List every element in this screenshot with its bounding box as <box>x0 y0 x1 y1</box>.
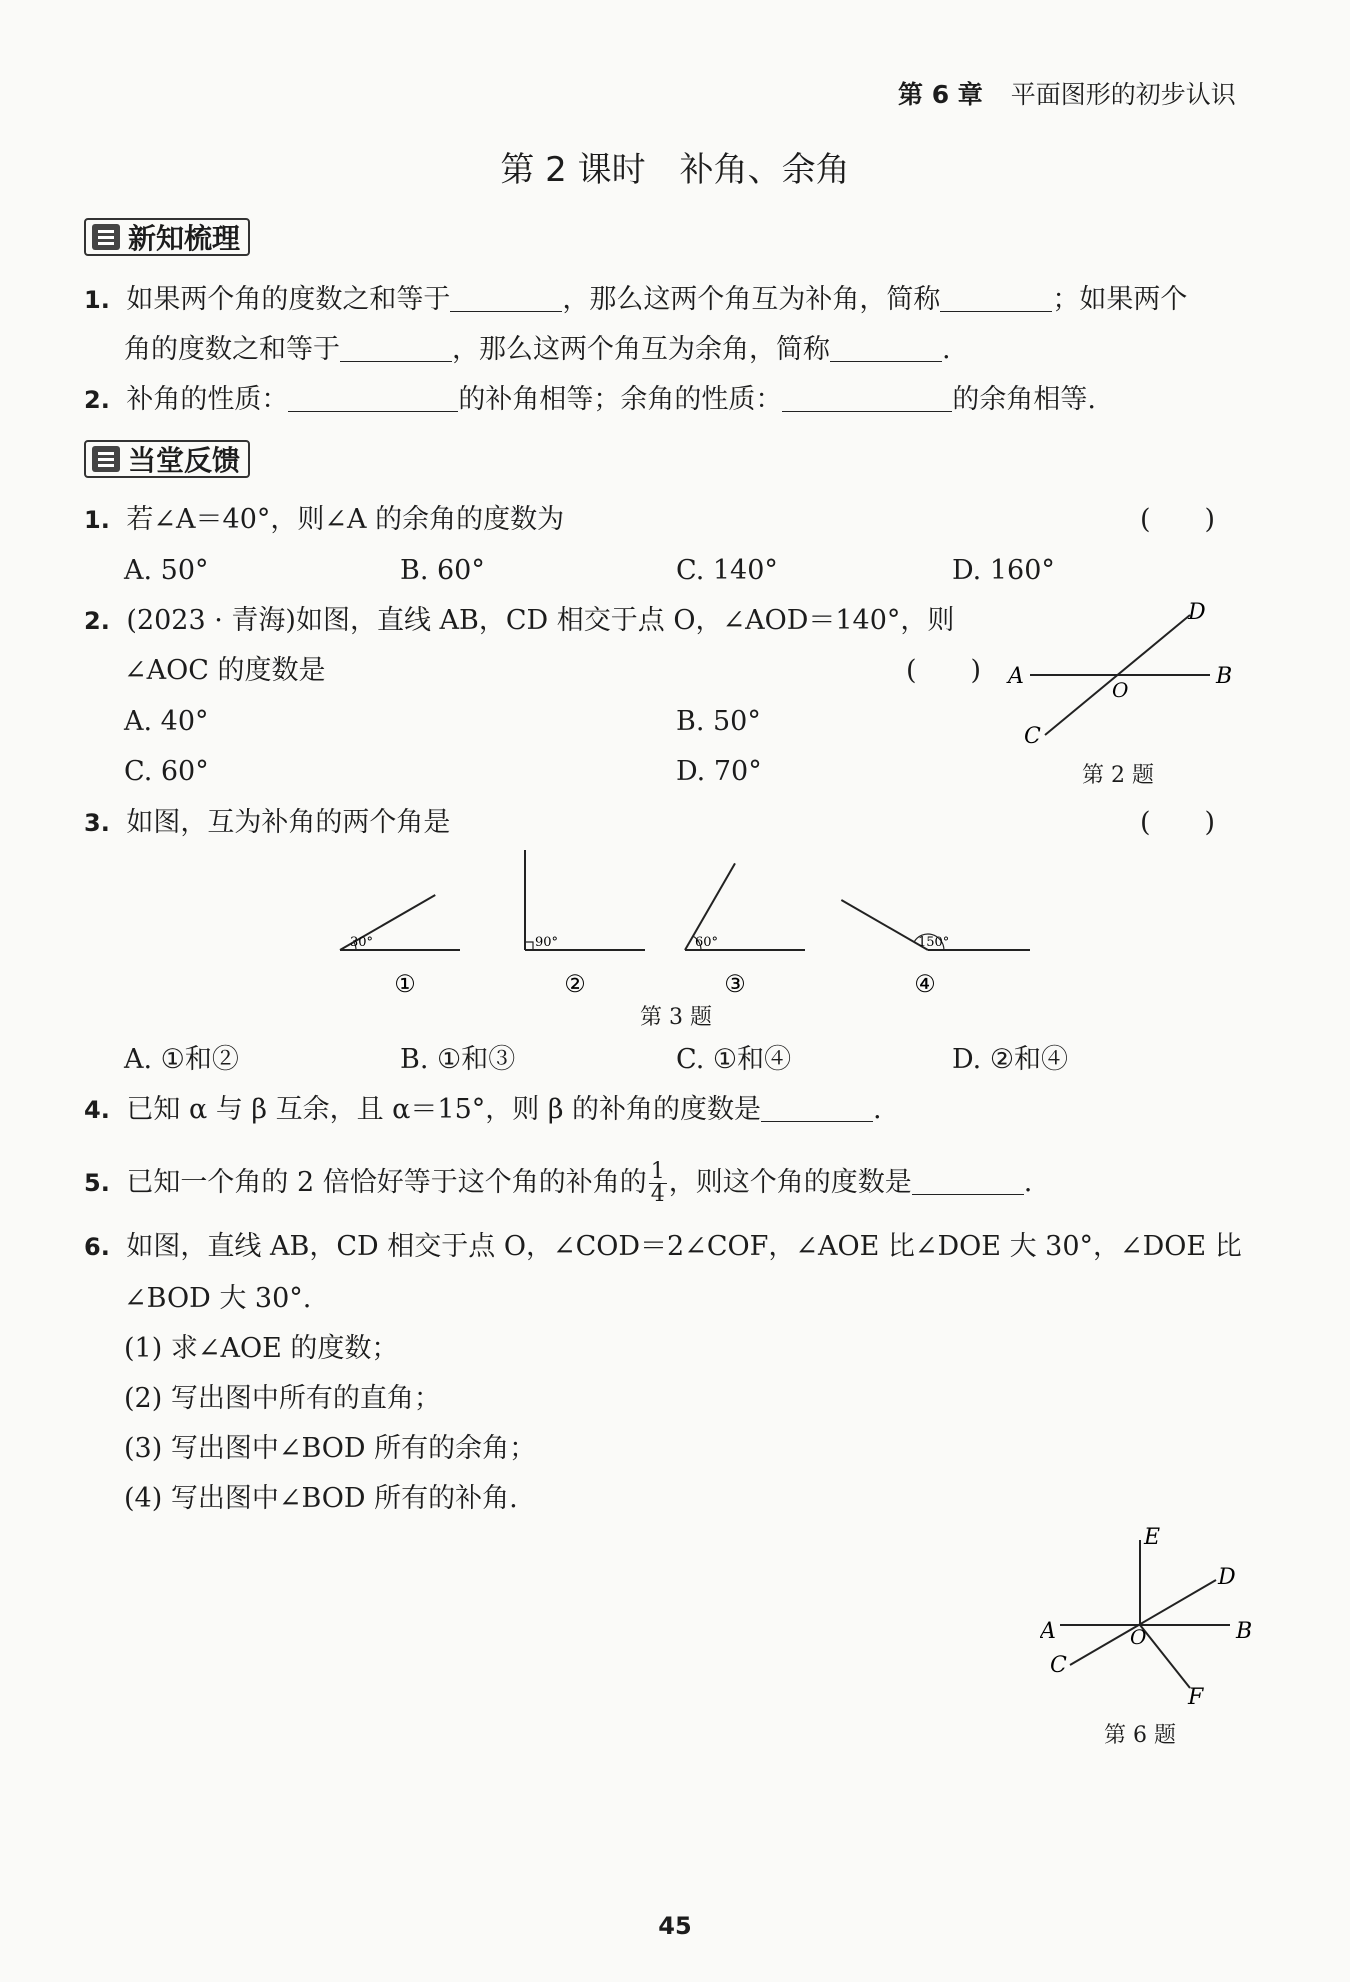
option-a[interactable]: A. 40° <box>124 706 209 737</box>
answer-blank[interactable] <box>340 333 452 362</box>
option-b[interactable]: B. ①和③ <box>400 1044 516 1075</box>
angle-degree-label: 30° <box>350 935 374 950</box>
question-text: 如图，直线 AB，CD 相交于点 O，∠COD＝2∠COF，∠AOE 比∠DOE 大 30°，∠DOE 比 <box>126 1231 1242 1262</box>
q6-part-1: (1) 求∠AOE 的度数； <box>124 1333 399 1364</box>
text: ，则这个角的度数是 <box>668 1167 912 1198</box>
text: 的余角相等. <box>952 384 1097 415</box>
option-c[interactable]: C. 60° <box>124 756 209 787</box>
text: . <box>942 334 951 365</box>
question-text: 如图，互为补角的两个角是 <box>126 807 451 838</box>
angle-arm-ray <box>841 900 928 950</box>
option-c[interactable]: C. 140° <box>676 555 778 586</box>
fraction <box>649 1161 667 1206</box>
question-number: 2. <box>84 607 110 635</box>
text: 的补角相等；余角的性质： <box>458 384 783 415</box>
q6-figure <box>1040 1520 1280 1710</box>
label-c: C <box>1050 1653 1067 1678</box>
q3-caption: 第 3 题 <box>640 1005 712 1030</box>
angle-degree-label: 150° <box>917 935 950 950</box>
q2-figure <box>1000 595 1260 755</box>
text: ；如果两个 <box>1052 284 1188 315</box>
label-a: A <box>1040 1619 1056 1644</box>
question-text: 已知一个角的 2 倍恰好等于这个角的补角的 <box>126 1167 647 1198</box>
label-o: O <box>1130 1625 1147 1649</box>
feedback-q6-stem2: ∠BOD 大 30°. <box>124 1283 312 1314</box>
right-angle-mark <box>525 942 533 950</box>
feedback-q2-stem1 <box>84 602 954 640</box>
question-number: 1. <box>84 286 110 314</box>
text: . <box>873 1094 882 1125</box>
q6-caption: 第 6 题 <box>1104 1723 1176 1748</box>
fraction-denominator: 4 <box>650 1182 665 1207</box>
feedback-q2-stem2: ∠AOC 的度数是 <box>124 655 326 686</box>
answer-paren[interactable]: ( ) <box>1140 504 1216 535</box>
label-d: D <box>1218 1565 1236 1590</box>
label-f: F <box>1188 1685 1204 1710</box>
section-new-knowledge <box>84 218 250 256</box>
book-icon <box>92 224 120 250</box>
angle-number-label: ③ <box>724 970 746 998</box>
question-number: 2. <box>84 386 110 414</box>
section-label: 新知梳理 <box>128 222 241 255</box>
option-d[interactable]: D. 160° <box>952 555 1055 586</box>
fraction-numerator: 1 <box>650 1159 665 1184</box>
angle-degree-label: 90° <box>535 935 559 950</box>
label-b: B <box>1236 1619 1253 1644</box>
knowledge-q1-line1 <box>84 281 1187 319</box>
angle-number-label: ④ <box>914 970 936 998</box>
angle-degree-label: 60° <box>695 935 719 950</box>
answer-blank[interactable] <box>782 383 952 412</box>
text: 角的度数之和等于 <box>124 334 340 365</box>
question-text: (2023 · 青海)如图，直线 AB，CD 相交于点 O，∠AOD＝140°，则 <box>126 605 955 636</box>
feedback-q5 <box>84 1158 1032 1208</box>
question-number: 6. <box>84 1233 110 1261</box>
q6-part-4: (4) 写出图中∠BOD 所有的补角. <box>124 1483 518 1514</box>
option-d[interactable]: D. ②和④ <box>952 1044 1069 1075</box>
label-e: E <box>1144 1525 1161 1550</box>
chapter-header <box>898 76 1236 114</box>
lesson-title: 第 2 课时 补角、余角 <box>500 150 850 190</box>
option-b[interactable]: B. 60° <box>400 555 485 586</box>
q2-caption: 第 2 题 <box>1082 763 1154 788</box>
text: ，那么这两个角互为余角，简称 <box>452 334 830 365</box>
feedback-q4 <box>84 1091 882 1129</box>
label-d: D <box>1188 600 1206 625</box>
chapter-title: 平面图形的初步认识 <box>1010 80 1236 109</box>
question-number: 3. <box>84 809 110 837</box>
text: ，那么这两个角互为补角，简称 <box>562 284 941 315</box>
q6-part-2: (2) 写出图中所有的直角； <box>124 1383 441 1414</box>
page-number: 45 <box>658 1912 692 1940</box>
label-c: C <box>1024 724 1041 749</box>
question-number: 4. <box>84 1096 110 1124</box>
label-a: A <box>1008 664 1024 689</box>
q6-part-3: (3) 写出图中∠BOD 所有的余角； <box>124 1433 537 1464</box>
answer-blank[interactable] <box>761 1093 873 1122</box>
text: 补角的性质： <box>126 384 289 415</box>
angle-number-label: ① <box>394 970 416 998</box>
option-d[interactable]: D. 70° <box>676 756 762 787</box>
text: 如果两个角的度数之和等于 <box>126 284 451 315</box>
answer-blank[interactable] <box>940 283 1052 312</box>
answer-paren[interactable]: ( ) <box>906 655 982 686</box>
question-number: 1. <box>84 506 110 534</box>
answer-blank[interactable] <box>450 283 562 312</box>
question-number: 5. <box>84 1169 110 1197</box>
option-a[interactable]: A. 50° <box>124 555 209 586</box>
feedback-q3-stem <box>84 804 450 842</box>
section-feedback <box>84 440 250 478</box>
answer-blank[interactable] <box>912 1166 1024 1195</box>
knowledge-q1-line2 <box>124 331 951 369</box>
section-label: 当堂反馈 <box>128 444 241 477</box>
question-text: 已知 α 与 β 互余，且 α＝15°，则 β 的补角的度数是 <box>126 1094 762 1125</box>
feedback-q6-stem1 <box>84 1228 1242 1266</box>
answer-blank[interactable] <box>288 383 458 412</box>
option-c[interactable]: C. ①和④ <box>676 1044 792 1075</box>
label-o: O <box>1112 678 1129 702</box>
option-a[interactable]: A. ①和② <box>124 1044 239 1075</box>
label-b: B <box>1216 664 1233 689</box>
text: . <box>1023 1167 1033 1198</box>
option-b[interactable]: B. 50° <box>676 706 761 737</box>
chapter-number: 第 6 章 <box>898 80 983 109</box>
answer-paren[interactable]: ( ) <box>1140 807 1216 838</box>
question-text: 若∠A＝40°，则∠A 的余角的度数为 <box>126 504 565 535</box>
q3-figure <box>330 850 1030 1000</box>
feedback-q1-stem <box>84 501 564 539</box>
answer-blank[interactable] <box>830 333 942 362</box>
knowledge-q2 <box>84 381 1096 419</box>
angle-number-label: ② <box>564 970 586 998</box>
pencil-icon <box>92 446 120 472</box>
